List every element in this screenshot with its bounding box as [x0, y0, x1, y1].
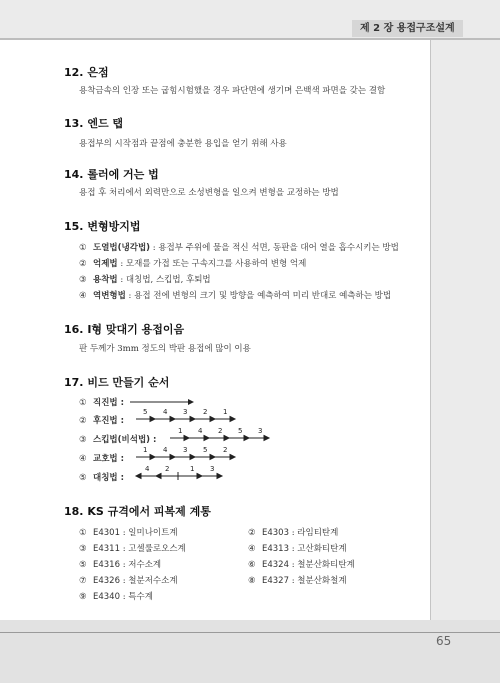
arrow-head-icon [204, 436, 209, 441]
list-item [79, 414, 124, 426]
electrode-code: E4324 [262, 560, 290, 570]
electrode-code: E4303 [262, 528, 290, 538]
electrode-type: : 라임티탄계 [289, 528, 339, 538]
electrode-type: : 일미나이트계 [120, 528, 178, 538]
section-body-12: 용착금속의 인장 또는 굽힘시험했을 경우 파단면에 생기며 은백색 파면을 갖는 결함 [79, 86, 386, 96]
section-title-18: 18. KS 규격에서 피복제 계통 [64, 505, 211, 518]
arrow-head-icon [230, 455, 235, 460]
item-marker: ① [79, 398, 87, 408]
pass-number: 5 [238, 427, 243, 435]
electrode-type: : 저수소계 [120, 560, 162, 570]
arrow-head-icon [150, 417, 155, 422]
electrode-type: : 고셀룰로오스계 [120, 544, 186, 554]
section-body-13: 용접부의 시작점과 끝점에 충분한 용입을 얻기 위해 사용 [79, 139, 287, 149]
pass-number: 3 [183, 408, 188, 416]
arrow-head-icon [244, 436, 249, 441]
electrode-type: : 고산화티탄계 [289, 544, 347, 554]
arrow-head-icon [197, 474, 202, 479]
item-term: 대칭법 : [93, 473, 124, 483]
list-item [248, 574, 347, 586]
pass-number: 2 [165, 465, 170, 473]
list-item [248, 542, 347, 554]
page-footer [0, 620, 500, 683]
section-title-17: 17. 비드 만들기 순서 [64, 376, 170, 389]
list-item [79, 542, 186, 554]
item-marker: ③ [79, 435, 87, 445]
pass-number: 4 [163, 408, 168, 416]
pass-number: 2 [203, 408, 208, 416]
pass-number: 4 [145, 465, 150, 473]
list-item [79, 590, 153, 602]
chapter-label: 제 2 장 용접구조설계 [352, 20, 463, 37]
electrode-code: E4311 [93, 544, 121, 554]
arrow-head-icon [224, 436, 229, 441]
pass-number: 5 [143, 408, 148, 416]
pass-number: 3 [258, 427, 263, 435]
pass-number: 2 [223, 446, 228, 454]
electrode-code: E4327 [262, 576, 290, 586]
electrode-code: E4340 [93, 592, 121, 602]
pass-number: 3 [210, 465, 215, 473]
item-term: 용착법 [93, 275, 118, 285]
footer-rule [0, 632, 500, 633]
arrow-head-icon [210, 455, 215, 460]
item-desc: : 용접 전에 변형의 크기 및 방향을 예측하여 미리 반대로 예측하는 방법 [125, 291, 392, 301]
list-item [248, 558, 355, 570]
item-marker: ⑤ [79, 560, 87, 570]
item-term: 억제법 [93, 259, 118, 269]
arrow-head-icon [190, 417, 195, 422]
alternating-method-diagram [130, 444, 250, 464]
item-marker: ④ [79, 454, 87, 464]
list-item [79, 574, 178, 586]
list-item [79, 273, 211, 285]
item-term: 스킵법(비석법) : [93, 435, 157, 445]
pass-number: 4 [198, 427, 203, 435]
electrode-code: E4301 [93, 528, 121, 538]
page-header [0, 0, 500, 40]
section-title-12: 12. 은점 [64, 66, 109, 79]
arrow-head-icon [190, 455, 195, 460]
pass-number: 2 [218, 427, 223, 435]
item-marker: ⑤ [79, 473, 87, 483]
pass-number: 3 [183, 446, 188, 454]
pass-number: 5 [203, 446, 208, 454]
item-marker: ③ [79, 275, 87, 285]
item-marker: ⑦ [79, 576, 87, 586]
item-term: 교호법 : [93, 454, 124, 464]
item-term: 도열법(냉각법) [93, 243, 151, 253]
section-body-16: 판 두께가 3mm 정도의 박판 용접에 많이 이용 [79, 344, 251, 354]
item-marker: ② [79, 416, 87, 426]
list-item [79, 257, 306, 269]
list-item [248, 526, 338, 538]
pass-number: 4 [163, 446, 168, 454]
arrow-head-icon [184, 436, 189, 441]
item-marker: ⑧ [248, 576, 256, 586]
item-desc: : 모재를 가접 또는 구속지그를 사용하여 변형 억제 [117, 259, 307, 269]
page-number: 65 [436, 634, 452, 648]
pass-number: 1 [223, 408, 228, 416]
item-marker: ① [79, 243, 87, 253]
list-item [79, 471, 124, 483]
skip-method-diagram [168, 425, 278, 445]
item-term: 후진법 : [93, 416, 124, 426]
right-margin-strip [430, 40, 500, 683]
list-item [79, 396, 124, 408]
symmetric-method-diagram [130, 463, 240, 483]
item-marker: ④ [79, 291, 87, 301]
electrode-type: : 철분저수소계 [120, 576, 178, 586]
item-marker: ② [79, 259, 87, 269]
arrow-head-icon [136, 474, 141, 479]
electrode-type: : 철분산화철계 [289, 576, 347, 586]
arrow-head-icon [156, 474, 161, 479]
arrow-head-icon [217, 474, 222, 479]
arrow-head-icon [264, 436, 269, 441]
list-item [79, 558, 161, 570]
item-marker: ② [248, 528, 256, 538]
item-desc: : 용접부 주위에 물을 적신 석면, 동판을 대어 열을 흡수시키는 방법 [150, 243, 399, 253]
item-desc: : 대칭법, 스킵법, 후퇴법 [117, 275, 211, 285]
arrow-head-icon [188, 399, 194, 405]
item-marker: ⑥ [248, 560, 256, 570]
electrode-code: E4313 [262, 544, 290, 554]
pass-number: 1 [143, 446, 148, 454]
item-marker: ⑨ [79, 592, 87, 602]
section-title-16: 16. I형 맞대기 용접이음 [64, 323, 185, 336]
arrow-head-icon [170, 455, 175, 460]
backstep-method-diagram [130, 406, 250, 426]
list-item [79, 452, 124, 464]
list-item [79, 241, 399, 253]
electrode-type: : 특수계 [120, 592, 153, 602]
section-title-13: 13. 엔드 탭 [64, 117, 124, 130]
arrow-head-icon [210, 417, 215, 422]
item-marker: ① [79, 528, 87, 538]
item-term: 역변형법 [93, 291, 126, 301]
section-body-14: 용접 후 처리에서 외력만으로 소성변형을 일으켜 변형을 교정하는 방법 [79, 188, 339, 198]
electrode-code: E4326 [93, 576, 121, 586]
arrow-head-icon [150, 455, 155, 460]
pass-number: 1 [190, 465, 195, 473]
electrode-type: : 철분산화티탄계 [289, 560, 355, 570]
arrow-head-icon [170, 417, 175, 422]
arrow-head-icon [230, 417, 235, 422]
electrode-code: E4316 [93, 560, 121, 570]
list-item [79, 526, 178, 538]
list-item [79, 289, 391, 301]
pass-number: 1 [178, 427, 183, 435]
item-marker: ③ [79, 544, 87, 554]
item-term: 직진법 : [93, 398, 124, 408]
section-title-15: 15. 변형방지법 [64, 220, 141, 233]
section-title-14: 14. 롤러에 거는 법 [64, 168, 159, 181]
margin-rule [430, 40, 431, 683]
item-marker: ④ [248, 544, 256, 554]
